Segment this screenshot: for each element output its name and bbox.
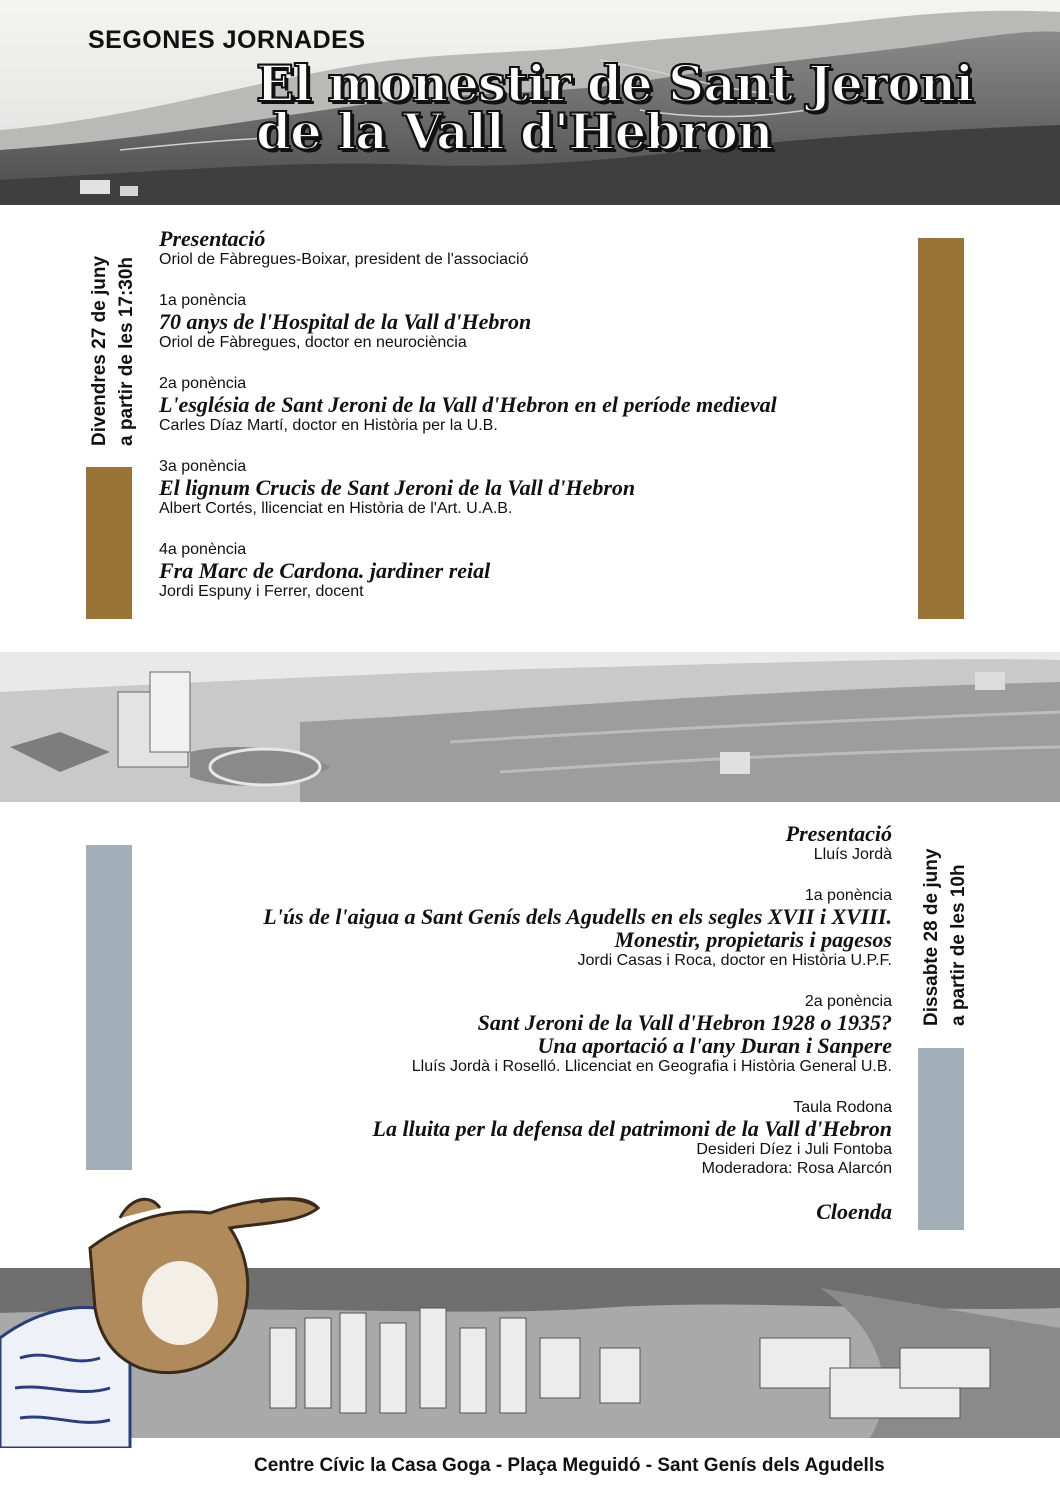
talk-label: Taula Rodona <box>793 1099 892 1116</box>
speaker: Albert Cortés, llicenciat en Història de l'Art. U.A.B. <box>159 500 513 517</box>
day2-program <box>150 822 892 1245</box>
day2-item-round-table <box>150 1098 892 1178</box>
talk-title: El lignum Crucis de Sant Jeroni de la Vall d'Hebron <box>159 475 636 500</box>
talk-title: Presentació <box>159 226 266 251</box>
day2-date-line-2: a partir de les 10h <box>948 864 969 1026</box>
speaker: Carles Díaz Martí, doctor en Història per la U.B. <box>159 417 498 434</box>
talk-title-line-2: Monestir, propietaris i pagesos <box>614 927 892 952</box>
speaker: Desideri Díez i Juli Fontoba <box>696 1141 892 1158</box>
talk-label: 2a ponència <box>159 375 247 392</box>
speaker: Lluís Jordà <box>813 846 892 863</box>
day1-item-presentation <box>159 227 899 269</box>
talk-label: 2a ponència <box>804 993 892 1010</box>
talk-title: Presentació <box>785 821 892 846</box>
day1-item-talk-3 <box>159 457 899 518</box>
day1-date-label <box>86 256 140 446</box>
day2-date-label <box>918 849 972 1026</box>
speaker: Oriol de Fàbregues, doctor en neurociència <box>159 334 467 351</box>
talk-title-line-1: Sant Jeroni de la Vall d'Hebron 1928 o 1935? <box>477 1010 892 1035</box>
talk-label: 3a ponència <box>159 458 247 475</box>
speaker: Oriol de Fàbregues-Boixar, president de l'associació <box>159 251 529 268</box>
day1-item-talk-1 <box>159 291 899 352</box>
day1-item-talk-2 <box>159 374 899 435</box>
event-kicker: SEGONES JORNADES <box>88 26 366 54</box>
day2-accent-bar-left <box>86 845 132 1170</box>
event-title-line-1: El monestir de Sant Jeroni <box>256 54 973 113</box>
day1-accent-bar-left <box>86 467 132 619</box>
day2-item-presentation <box>150 822 892 864</box>
event-title-line-2: de la Vall d'Hebron <box>256 102 773 161</box>
speaker: Jordi Espuny i Ferrer, docent <box>159 583 364 600</box>
day2-item-talk-2 <box>150 992 892 1076</box>
pointing-hand-illustration <box>0 1188 330 1448</box>
day1-item-talk-4 <box>159 540 899 601</box>
event-title <box>256 54 1046 161</box>
talk-title: Fra Marc de Cardona. jardiner reial <box>159 558 491 583</box>
talk-title-line-2: Una aportació a l'any Duran i Sanpere <box>537 1033 892 1058</box>
day2-date-line-1: Dissabte 28 de juny <box>921 848 942 1026</box>
day2-item-talk-1 <box>150 886 892 970</box>
speaker: Lluís Jordà i Roselló. Llicenciat en Geografia i Història General U.B. <box>411 1058 892 1075</box>
venue-footer: Centre Cívic la Casa Goga - Plaça Meguidó - Sant Genís dels Agudells <box>254 1455 885 1476</box>
day1-date-line-1: Divendres 27 de juny <box>89 255 110 446</box>
talk-title-line-1: L'ús de l'aigua a Sant Genís dels Agudells en els segles XVII i XVIII. <box>263 904 892 929</box>
day1-accent-bar-right <box>918 238 964 619</box>
talk-label: 4a ponència <box>159 541 247 558</box>
talk-label: 1a ponència <box>159 292 247 309</box>
talk-title: 70 anys de l'Hospital de la Vall d'Hebron <box>159 309 532 334</box>
day1-date-line-2: a partir de les 17:30h <box>116 256 137 446</box>
day2-accent-bar-right <box>918 1048 964 1230</box>
talk-title: L'església de Sant Jeroni de la Vall d'Hebron en el període medieval <box>159 392 777 417</box>
talk-title: La lluita per la defensa del patrimoni de la Vall d'Hebron <box>372 1116 892 1141</box>
day1-program <box>159 227 899 623</box>
talk-label: 1a ponència <box>804 887 892 904</box>
moderator: Moderadora: Rosa Alarcón <box>701 1160 892 1177</box>
closing-title: Cloenda <box>816 1199 892 1224</box>
hospital-aerial-photo <box>0 652 1060 802</box>
speaker: Jordi Casas i Roca, doctor en Història U.P.F. <box>577 952 892 969</box>
